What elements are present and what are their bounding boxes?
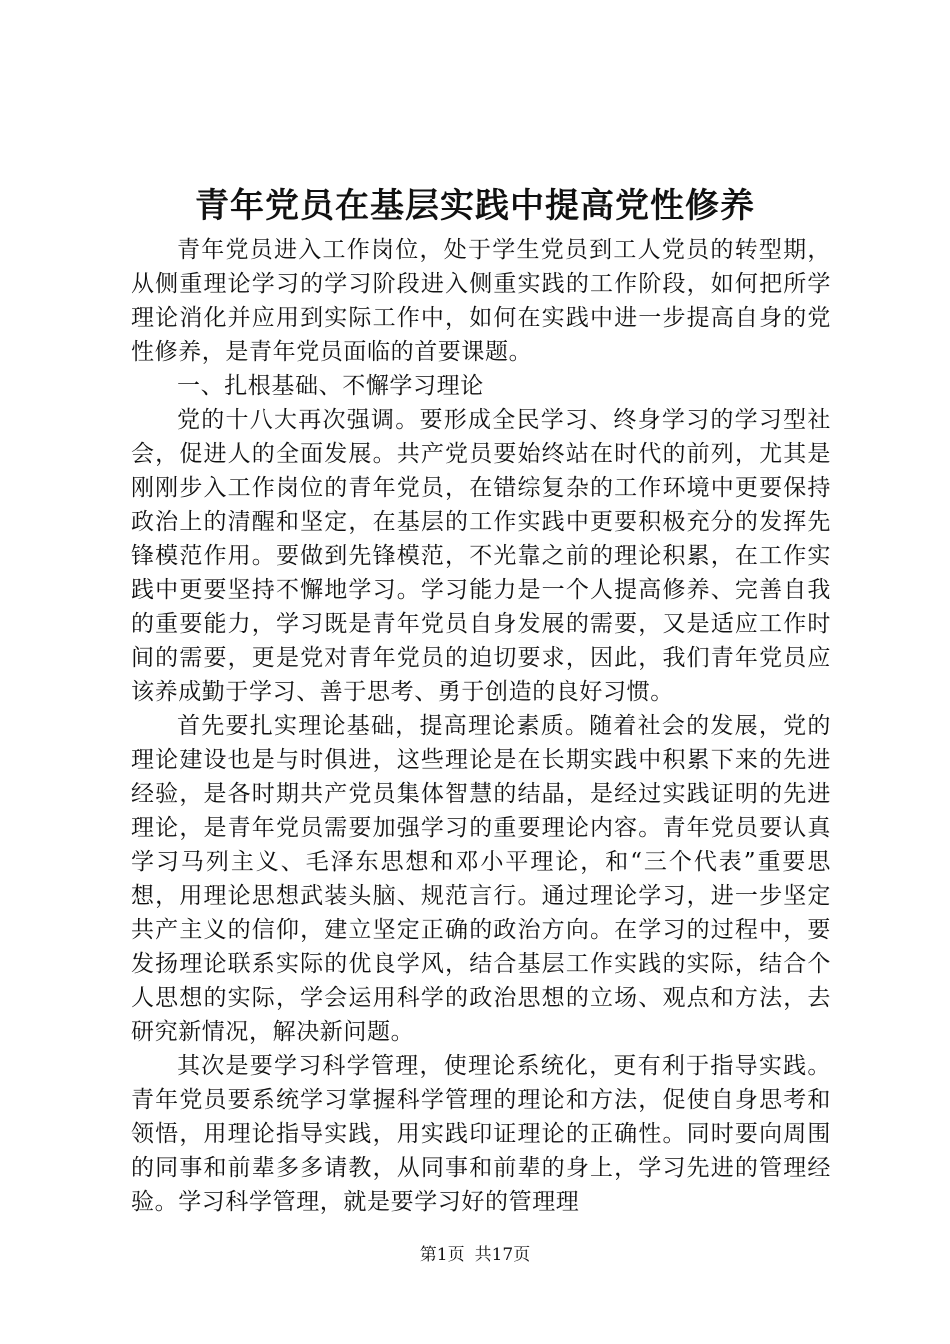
document-title: 青年党员在基层实践中提高党性修养 — [195, 186, 755, 226]
paragraph-2: 首先要扎实理论基础，提高理论素质。随着社会的发展，党的理论建设也是与时俱进，这些理论是在长期实践中积累下来的先进经验，是各时期共产党员集体智慧的结晶，是经过实践证明的先进理论，是青年党员需要加强学习的重要理论内容。青年党员要认真学习马列主义、毛泽东思想和邓小平理论，和“三个代表”重要思想，用理论思想武装头脑、规范言行。通过理论学习，进一步坚定共产主义的信仰，建立坚定正确的政治方向。在学习的过程中，要发扬理论联系实际的优良学风，结合基层工作实践的实际，结合个人思想的实际，学会运用科学的政治思想的立场、观点和方法，去研究新情况，解决新问题。 — [131, 713, 831, 1045]
document-body — [131, 233, 831, 1219]
paragraph-intro: 青年党员进入工作岗位，处于学生党员到工人党员的转型期，从侧重理论学习的学习阶段进入侧重实践的工作阶段，如何把所学理论消化并应用到实际工作中，如何在实践中进一步提高自身的党性修养，是青年党员面临的首要课题。 — [131, 237, 831, 365]
page-number: 第1页 — [419, 1245, 465, 1265]
section-heading-1: 一、扎根基础、不懈学习理论 — [177, 373, 484, 399]
paragraph-3: 其次是要学习科学管理，使理论系统化，更有利于指导实践。青年党员要系统学习掌握科学管理的理论和方法，促使自身思考和领悟，用理论指导实践，用实践印证理论的正确性。同时要向周围的同事和前辈多多请教，从同事和前辈的身上，学习先进的管理经验。学习科学管理，就是要学习好的管理理 — [131, 1053, 831, 1215]
page-footer — [0, 1243, 950, 1267]
paragraph-1: 党的十八大再次强调。要形成全民学习、终身学习的学习型社会，促进人的全面发展。共产党员要始终站在时代的前列，尤其是刚刚步入工作岗位的青年党员，在错综复杂的工作环境中更要保持政治上的清醒和坚定，在基层的工作实践中更要积极充分的发挥先锋模范作用。要做到先锋模范，不光靠之前的理论积累，在工作实践中更要坚持不懈地学习。学习能力是一个人提高修养、完善自我的重要能力，学习既是青年党员自身发展的需要，又是适应工作时间的需要，更是党对青年党员的迫切要求，因此，我们青年党员应该养成勤于学习、善于思考、勇于创造的良好习惯。 — [131, 407, 831, 705]
page-total: 共17页 — [474, 1245, 531, 1265]
